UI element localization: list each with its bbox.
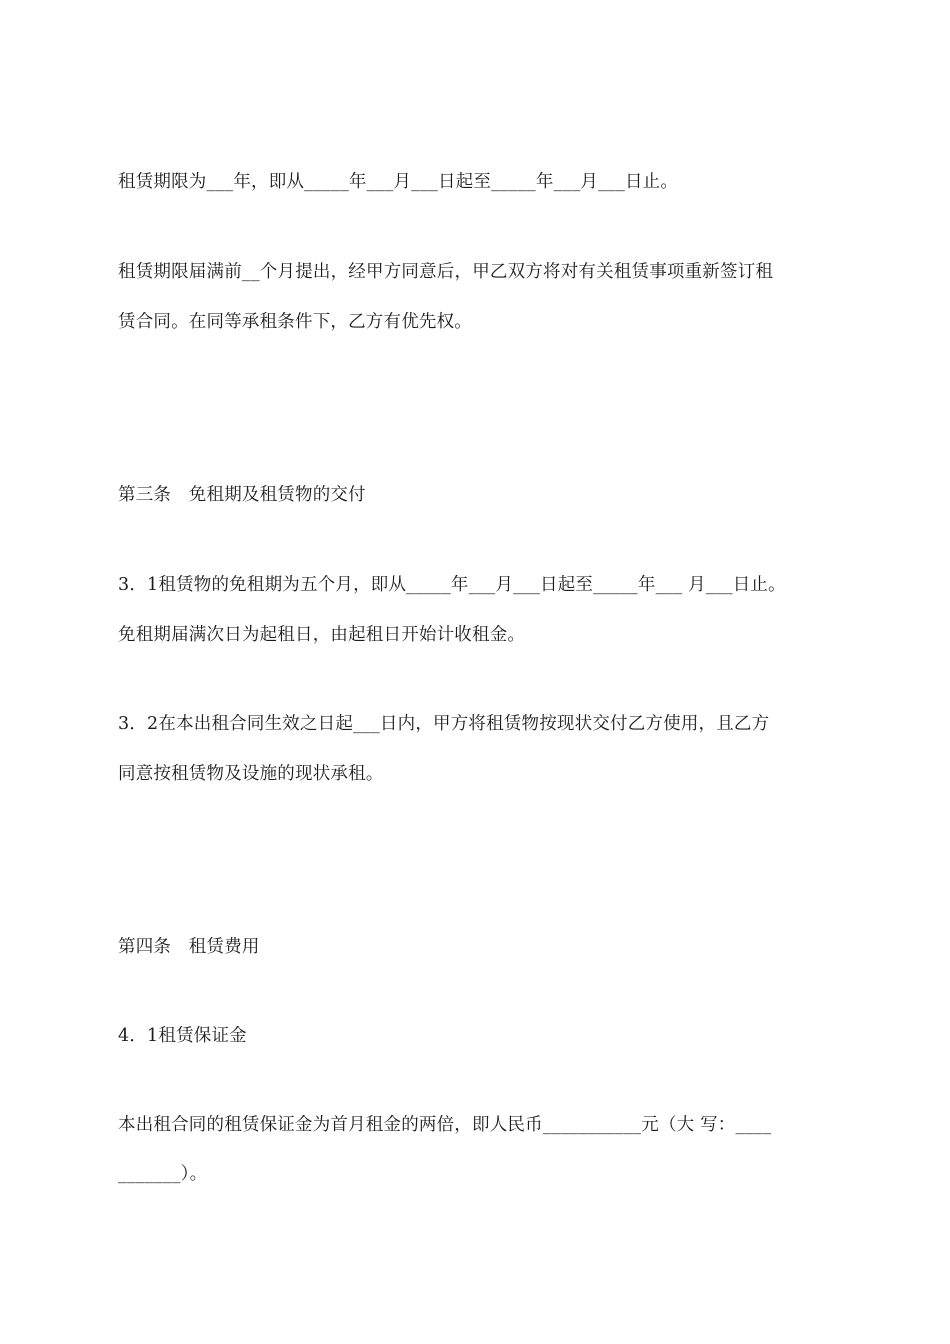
clause-3-2-line-1: 3．2在本出租合同生效之日起___日内，甲方将租赁物按现状交付乙方使用，且乙方 [118, 714, 770, 734]
clause-4-1-heading: 4．1租赁保证金 [118, 1026, 247, 1046]
renewal-clause-line-2: 赁合同。在同等承租条件下，乙方有优先权。 [118, 312, 472, 332]
clause-3-1-line-2: 免租期届满次日为起租日，由起租日开始计收租金。 [118, 625, 526, 645]
clause-3-2-line-2: 同意按租赁物及设施的现状承租。 [118, 764, 384, 784]
clause-3-1-line-1: 3．1租赁物的免租期为五个月，即从_____年___月___日起至_____年___ 月___日止。 [118, 575, 786, 595]
lease-term-line: 租赁期限为___年，即从_____年___月___日起至_____年___月___日止。 [118, 172, 679, 192]
deposit-clause-line-2: _______）。 [118, 1164, 208, 1184]
article-three-heading: 第三条 免租期及租赁物的交付 [118, 485, 366, 505]
deposit-clause-line-1: 本出租合同的租赁保证金为首月租金的两倍，即人民币___________元（大 写：____ [118, 1115, 772, 1135]
article-four-heading: 第四条 租赁费用 [118, 937, 260, 957]
renewal-clause-line-1: 租赁期限届满前__个月提出，经甲方同意后，甲乙双方将对有关租赁事项重新签订租 [118, 262, 774, 282]
